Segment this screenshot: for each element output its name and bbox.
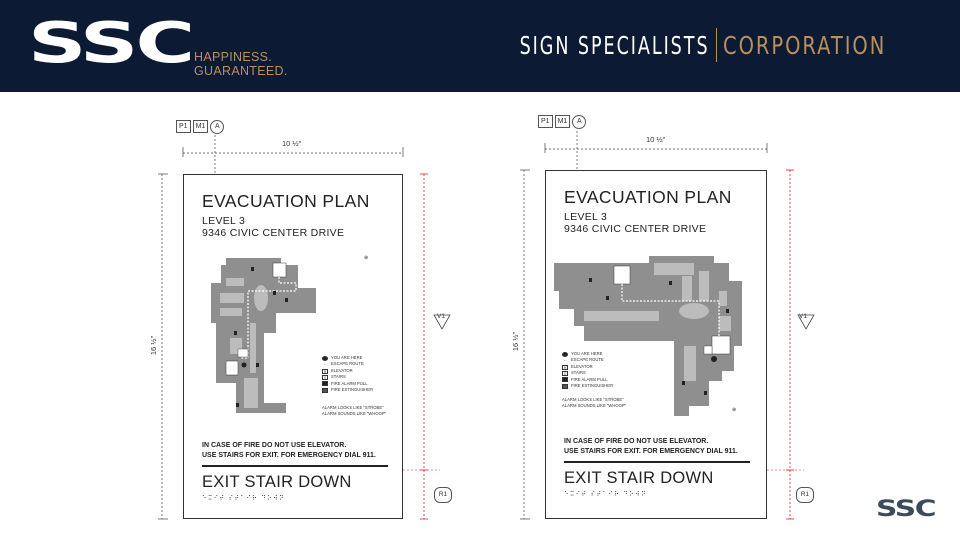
legend-label: STAIRS [571, 370, 586, 376]
elevator-icon: ✕ [323, 368, 327, 374]
alarm-sounds: ALARM SOUNDS LIKE "WHOOP" [562, 403, 627, 409]
legend-label: ELEVATOR [331, 367, 353, 373]
evacuation-sign [545, 170, 767, 519]
divider-rule [202, 465, 388, 467]
legend-label: FIRE ALARM PULL [571, 376, 608, 382]
map-legend [562, 351, 613, 389]
stairs-icon: ≡ [563, 370, 567, 376]
tagline-line-2: GUARANTEED. [194, 64, 288, 78]
width-dimension-label: 10 ½" [646, 135, 666, 144]
brand-name-part-2: CORPORATION [722, 30, 886, 60]
sign-address: 9346 CIVIC CENTER DRIVE [564, 223, 707, 235]
sign-title: EVACUATION PLAN [202, 191, 370, 211]
fire-alarm-pull-icon [562, 377, 568, 382]
stairs-icon: ≡ [323, 374, 327, 380]
you-are-here-icon [322, 356, 328, 361]
alarm-sounds: ALARM SOUNDS LIKE "WHOOP" [322, 411, 387, 417]
brand-name-part-1: SIGN SPECIALISTS [519, 30, 710, 60]
tagline [194, 50, 288, 78]
ssc-logo [28, 11, 193, 76]
you-are-here-icon [562, 352, 568, 357]
brand-divider [716, 28, 717, 62]
sign-address: 9346 CIVIC CENTER DRIVE [202, 227, 345, 239]
fire-alarm-pull-icon [322, 381, 328, 386]
tag-a: A [210, 120, 224, 134]
legend-label: STAIRS [331, 374, 346, 380]
fire-warning-line-1: IN CASE OF FIRE DO NOT USE ELEVATOR. [202, 442, 347, 449]
fire-warning [564, 437, 738, 457]
tag-p1: P1 [176, 120, 191, 133]
tag-a: A [572, 115, 586, 129]
brand-wordmark [466, 28, 932, 62]
fire-extinguisher-icon [562, 384, 568, 389]
sign-level: LEVEL 3 [202, 215, 246, 227]
alarm-looks: ALARM LOOKS LIKE "STROBE" [322, 405, 384, 410]
legend-label: YOU ARE HERE [571, 351, 603, 356]
elevator-icon: ✕ [563, 364, 567, 370]
fire-warning-line-2: USE STAIRS FOR EXIT. FOR EMERGENCY DIAL 911. [564, 448, 738, 455]
sign-title: EVACUATION PLAN [564, 187, 732, 207]
legend-label: ESCAPE ROUTE [331, 361, 364, 367]
legend-row [562, 383, 613, 389]
fire-extinguisher-icon [322, 388, 328, 393]
exit-stair-text: EXIT STAIR DOWN [564, 469, 714, 487]
legend-label: ESCAPE ROUTE [571, 357, 604, 363]
alarm-notes [562, 397, 626, 410]
legend-label: FIRE EXTINGUISHER [331, 387, 374, 393]
escape-route-icon: ← [563, 357, 567, 363]
fire-warning [202, 441, 376, 461]
height-dimension-label: 16 ½" [511, 331, 521, 352]
tag-m1: M1 [193, 120, 209, 133]
r1-tag: R1 [796, 487, 814, 503]
height-dimension-label: 16 ½" [149, 335, 159, 356]
floor-plan-map [206, 253, 326, 423]
north-arrow-icon: ⊕ [364, 255, 369, 261]
sign-level: LEVEL 3 [564, 211, 608, 223]
v1-tag: V1 [799, 313, 807, 320]
alarm-notes [322, 405, 386, 418]
legend-label: FIRE ALARM PULL [331, 380, 368, 386]
exit-stair-text: EXIT STAIR DOWN [202, 473, 352, 491]
north-arrow-icon: ⊕ [732, 407, 737, 413]
braille-text: ⠑⠭⠊⠞ ⠎⠞⠁⠊⠗ ⠙⠕⠺⠝ [202, 496, 285, 502]
fire-warning-line-2: USE STAIRS FOR EXIT. FOR EMERGENCY DIAL 911. [202, 452, 376, 459]
map-legend [322, 355, 373, 393]
tag-p1: P1 [538, 115, 553, 128]
escape-route-icon: ← [323, 361, 327, 367]
legend-label: FIRE EXTINGUISHER [571, 383, 614, 389]
tagline-line-1: HAPPINESS. [194, 50, 273, 64]
sign-drawing-right [512, 95, 952, 535]
legend-row [322, 387, 373, 393]
divider-rule [564, 461, 750, 463]
fire-warning-line-1: IN CASE OF FIRE DO NOT USE ELEVATOR. [564, 438, 709, 445]
v1-tag: V1 [437, 313, 445, 320]
header-banner [0, 0, 960, 92]
footer-ssc-logo: SSC [876, 497, 936, 522]
floor-plan-map [554, 251, 749, 421]
r1-tag: R1 [434, 487, 452, 503]
legend-label: YOU ARE HERE [331, 355, 363, 360]
width-dimension-label: 10 ½" [282, 139, 302, 148]
legend-label: ELEVATOR [571, 363, 593, 369]
alarm-looks: ALARM LOOKS LIKE "STROBE" [562, 397, 624, 402]
evacuation-sign [183, 174, 403, 519]
logo-text: SSC [28, 11, 193, 76]
tag-m1: M1 [555, 115, 571, 128]
braille-text: ⠑⠭⠊⠞ ⠎⠞⠁⠊⠗ ⠙⠕⠺⠝ [564, 492, 647, 498]
